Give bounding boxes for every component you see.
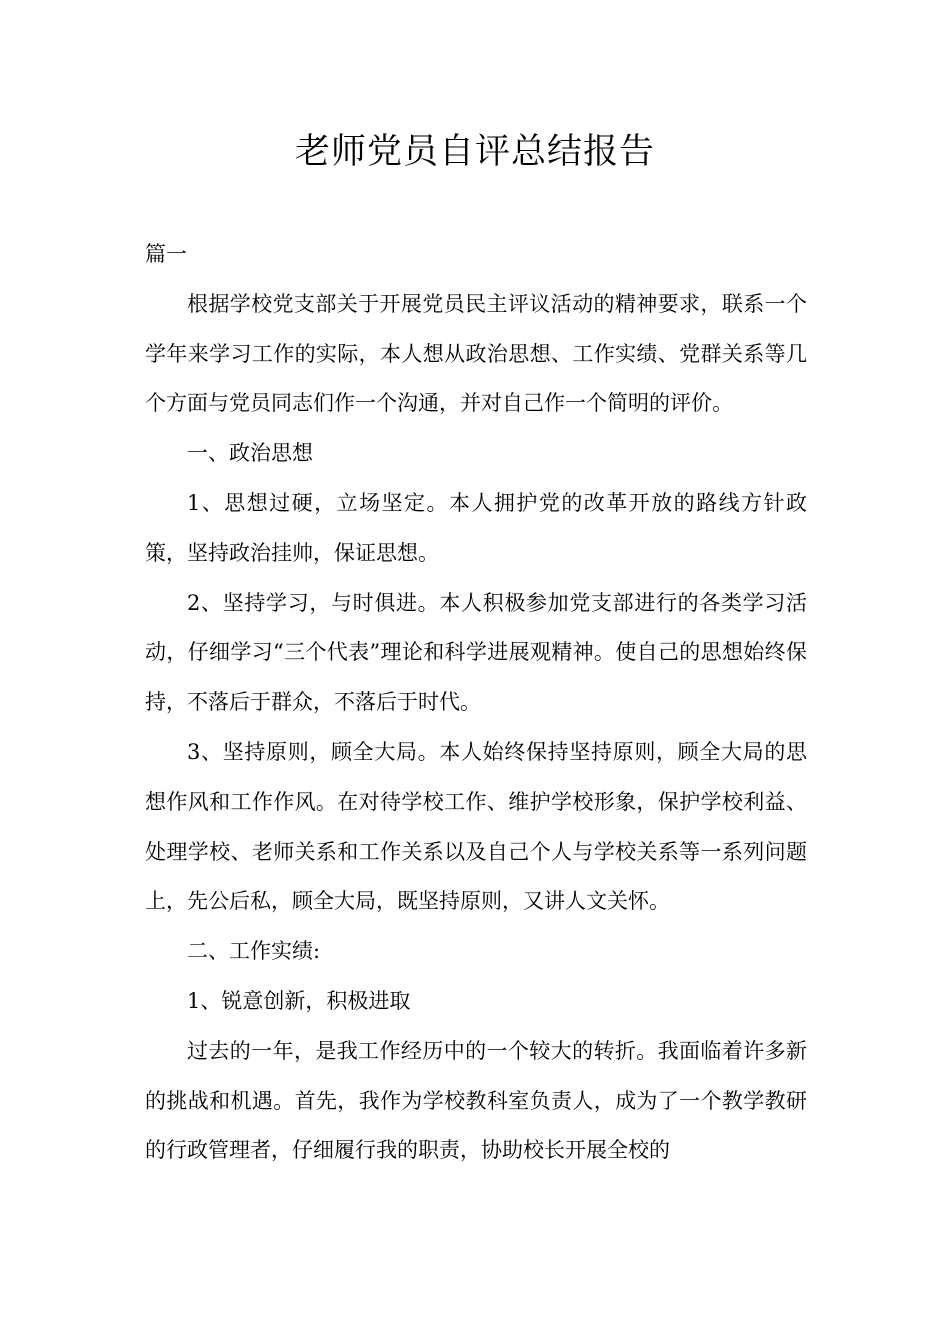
paragraph-politics-1: 1、思想过硬，立场坚定。本人拥护党的改革开放的路线方针政策，坚持政治挂帅，保证思想。 bbox=[145, 490, 807, 565]
intro-paragraph: 根据学校党支部关于开展党员民主评议活动的精神要求，联系一个学年来学习工作的实际，本人想从政治思想、工作实绩、党群关系等几个方面与党员同志们作一个沟通，并对自己作一个简明的评价。 bbox=[145, 291, 807, 416]
paragraph-politics-3: 3、坚持原则，顾全大局。本人始终保持坚持原则，顾全大局的思想作风和工作作风。在对待学校工作、维护学校形象，保护学校利益、处理学校、老师关系和工作关系以及自己个人与学校关系等一系列问题上，先公后私，顾全大局，既坚持原则，又讲人文关怀。 bbox=[145, 739, 807, 914]
subheading-work-1: 1、锐意创新，积极进取 bbox=[187, 988, 411, 1013]
document-body bbox=[145, 230, 807, 1176]
section-heading-politics: 一、政治思想 bbox=[187, 441, 313, 466]
document-title: 老师党员自评总结报告 bbox=[294, 132, 655, 172]
paragraph-politics-2: 2、坚持学习，与时俱进。本人积极参加党支部进行的各类学习活动，仔细学习“三个代表”理论和科学进展观精神。使自己的思想始终保持，不落后于群众，不落后于时代。 bbox=[145, 590, 807, 715]
section-heading-work: 二、工作实绩: bbox=[187, 939, 321, 964]
paragraph-work-1: 过去的一年，是我工作经历中的一个较大的转折。我面临着许多新的挑战和机遇。首先，我作为学校教科室负责人，成为了一个教学教研的行政管理者，仔细履行我的职责，协助校长开展全校的 bbox=[145, 1038, 807, 1163]
section-label: 篇一 bbox=[145, 242, 187, 266]
